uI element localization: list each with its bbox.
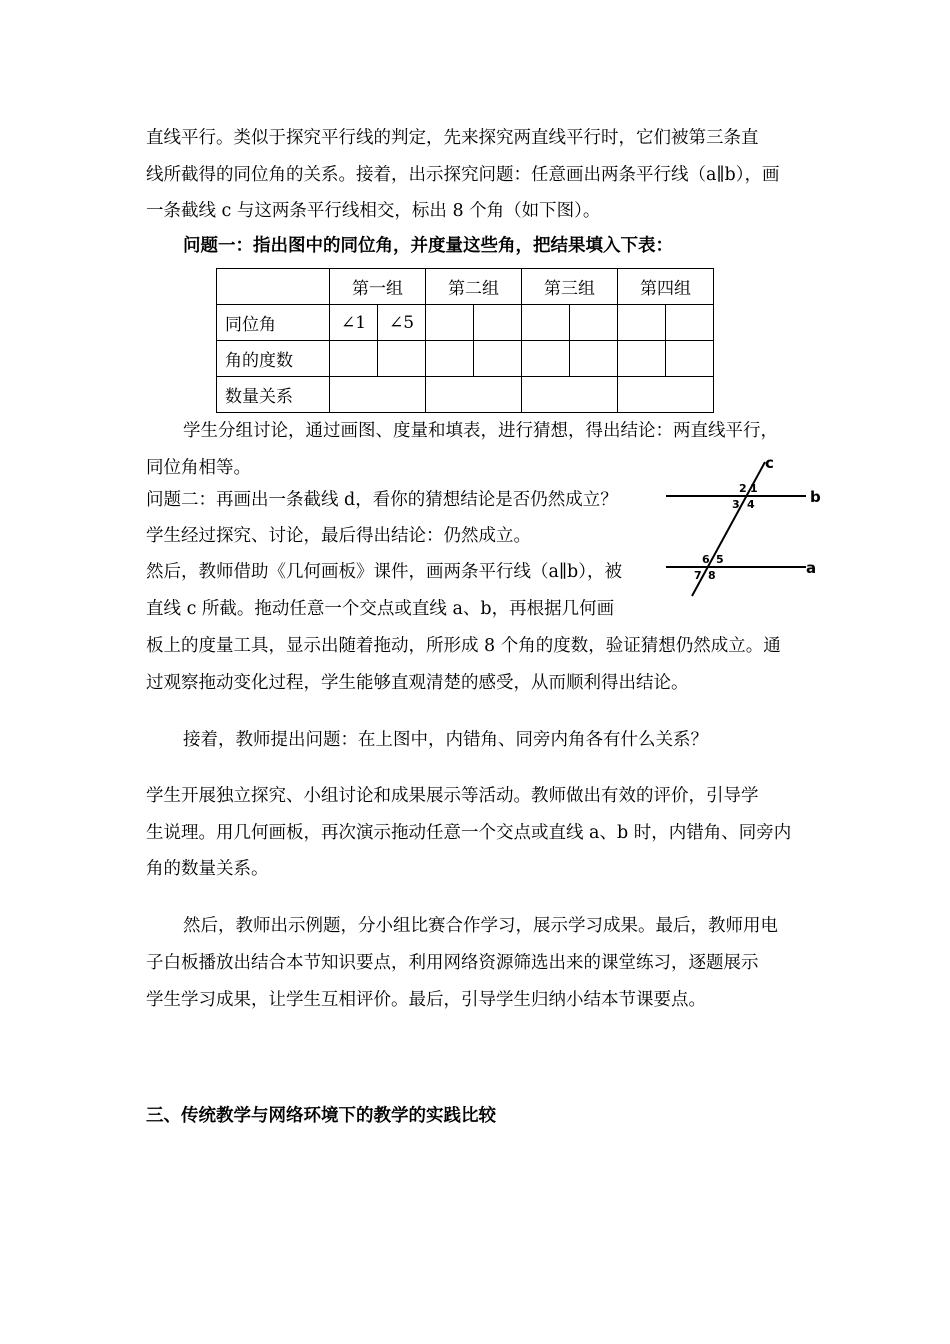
parallel-lines-figure bbox=[660, 452, 835, 598]
angle-label-6: 6 bbox=[702, 553, 710, 566]
paragraph-line: 线所截得的同位角的关系。接着，出示探究问题：任意画出两条平行线（a∥b），画 bbox=[146, 165, 780, 185]
label-b: b bbox=[810, 488, 821, 506]
table-cell: ∠5 bbox=[378, 305, 426, 341]
paragraph-line: 同位角相等。 bbox=[146, 458, 251, 478]
table-corner-cell bbox=[217, 269, 330, 305]
table-cell bbox=[522, 341, 570, 377]
table-cell bbox=[426, 341, 474, 377]
paragraph-line: 生说理。用几何画板，再次演示拖动任意一个交点或直线 a、b 时，内错角、同旁内 bbox=[146, 823, 792, 843]
table-cell bbox=[474, 305, 522, 341]
table-cell: ∠1 bbox=[330, 305, 378, 341]
table-cell bbox=[426, 305, 474, 341]
table-row bbox=[217, 305, 714, 341]
row-label: 数量关系 bbox=[217, 377, 330, 413]
table-cell bbox=[570, 305, 618, 341]
question-one: 问题一：指出图中的同位角，并度量这些角，把结果填入下表： bbox=[183, 236, 673, 256]
paragraph-line: 学生学习成果，让学生互相评价。最后，引导学生归纳小结本节课要点。 bbox=[146, 990, 706, 1010]
angle-label-3: 3 bbox=[732, 498, 740, 511]
corresponding-angles-table bbox=[216, 268, 714, 413]
paragraph-line: 然后，教师出示例题，分小组比赛合作学习，展示学习成果。最后，教师用电 bbox=[183, 916, 778, 936]
table-cell bbox=[474, 341, 522, 377]
group-header: 第三组 bbox=[522, 269, 618, 305]
angle-label-2: 2 bbox=[739, 482, 747, 495]
table-row bbox=[217, 377, 714, 413]
table-cell bbox=[522, 377, 618, 413]
paragraph-line: 一条截线 c 与这两条平行线相交，标出 8 个角（如下图）。 bbox=[146, 201, 601, 221]
angle-label-5: 5 bbox=[716, 553, 724, 566]
group-header: 第一组 bbox=[330, 269, 426, 305]
row-label: 角的度数 bbox=[217, 341, 330, 377]
section-heading: 三、传统教学与网络环境下的教学的实践比较 bbox=[146, 1106, 496, 1126]
table-cell bbox=[570, 341, 618, 377]
angle-label-8: 8 bbox=[708, 569, 716, 582]
table-cell bbox=[330, 377, 426, 413]
table-cell bbox=[618, 341, 666, 377]
label-c: c bbox=[765, 454, 774, 472]
paragraph-line: 学生经过探究、讨论，最后得出结论：仍然成立。 bbox=[146, 526, 531, 546]
paragraph-line: 问题二：再画出一条截线 d，看你的猜想结论是否仍然成立？ bbox=[146, 490, 618, 510]
table-cell bbox=[426, 377, 522, 413]
table-cell bbox=[666, 341, 714, 377]
table-cell bbox=[618, 377, 714, 413]
paragraph-line: 学生开展独立探究、小组讨论和成果展示等活动。教师做出有效的评价，引导学 bbox=[146, 786, 759, 806]
row-label: 同位角 bbox=[217, 305, 330, 341]
table-cell bbox=[618, 305, 666, 341]
angle-label-7: 7 bbox=[694, 569, 702, 582]
table-cell bbox=[522, 305, 570, 341]
table-cell bbox=[378, 341, 426, 377]
paragraph-line: 子白板播放出结合本节知识要点，利用网络资源筛选出来的课堂练习，逐题展示 bbox=[146, 953, 759, 973]
group-header: 第四组 bbox=[618, 269, 714, 305]
label-a: a bbox=[806, 559, 817, 577]
paragraph-line: 接着，教师提出问题：在上图中，内错角、同旁内角各有什么关系？ bbox=[183, 730, 708, 750]
paragraph-line: 然后，教师借助《几何画板》课件，画两条平行线（a∥b），被 bbox=[146, 562, 622, 582]
paragraph-line: 过观察拖动变化过程，学生能够直观清楚的感受，从而顺利得出结论。 bbox=[146, 673, 689, 693]
paragraph-line: 角的数量关系。 bbox=[146, 859, 269, 879]
paragraph-line: 学生分组讨论，通过画图、度量和填表，进行猜想，得出结论：两直线平行， bbox=[183, 421, 778, 441]
angle-label-4: 4 bbox=[747, 498, 755, 511]
table-cell bbox=[666, 305, 714, 341]
angle-label-1: 1 bbox=[750, 482, 758, 495]
paragraph-line: 板上的度量工具，显示出随着拖动，所形成 8 个角的度数，验证猜想仍然成立。通 bbox=[146, 636, 781, 656]
table-row bbox=[217, 341, 714, 377]
group-header: 第二组 bbox=[426, 269, 522, 305]
paragraph-line: 直线 c 所截。拖动任意一个交点或直线 a、b，再根据几何画 bbox=[146, 599, 615, 619]
table-header-row bbox=[217, 269, 714, 305]
table-cell bbox=[330, 341, 378, 377]
paragraph-line: 直线平行。类似于探究平行线的判定，先来探究两直线平行时，它们被第三条直 bbox=[146, 128, 759, 148]
